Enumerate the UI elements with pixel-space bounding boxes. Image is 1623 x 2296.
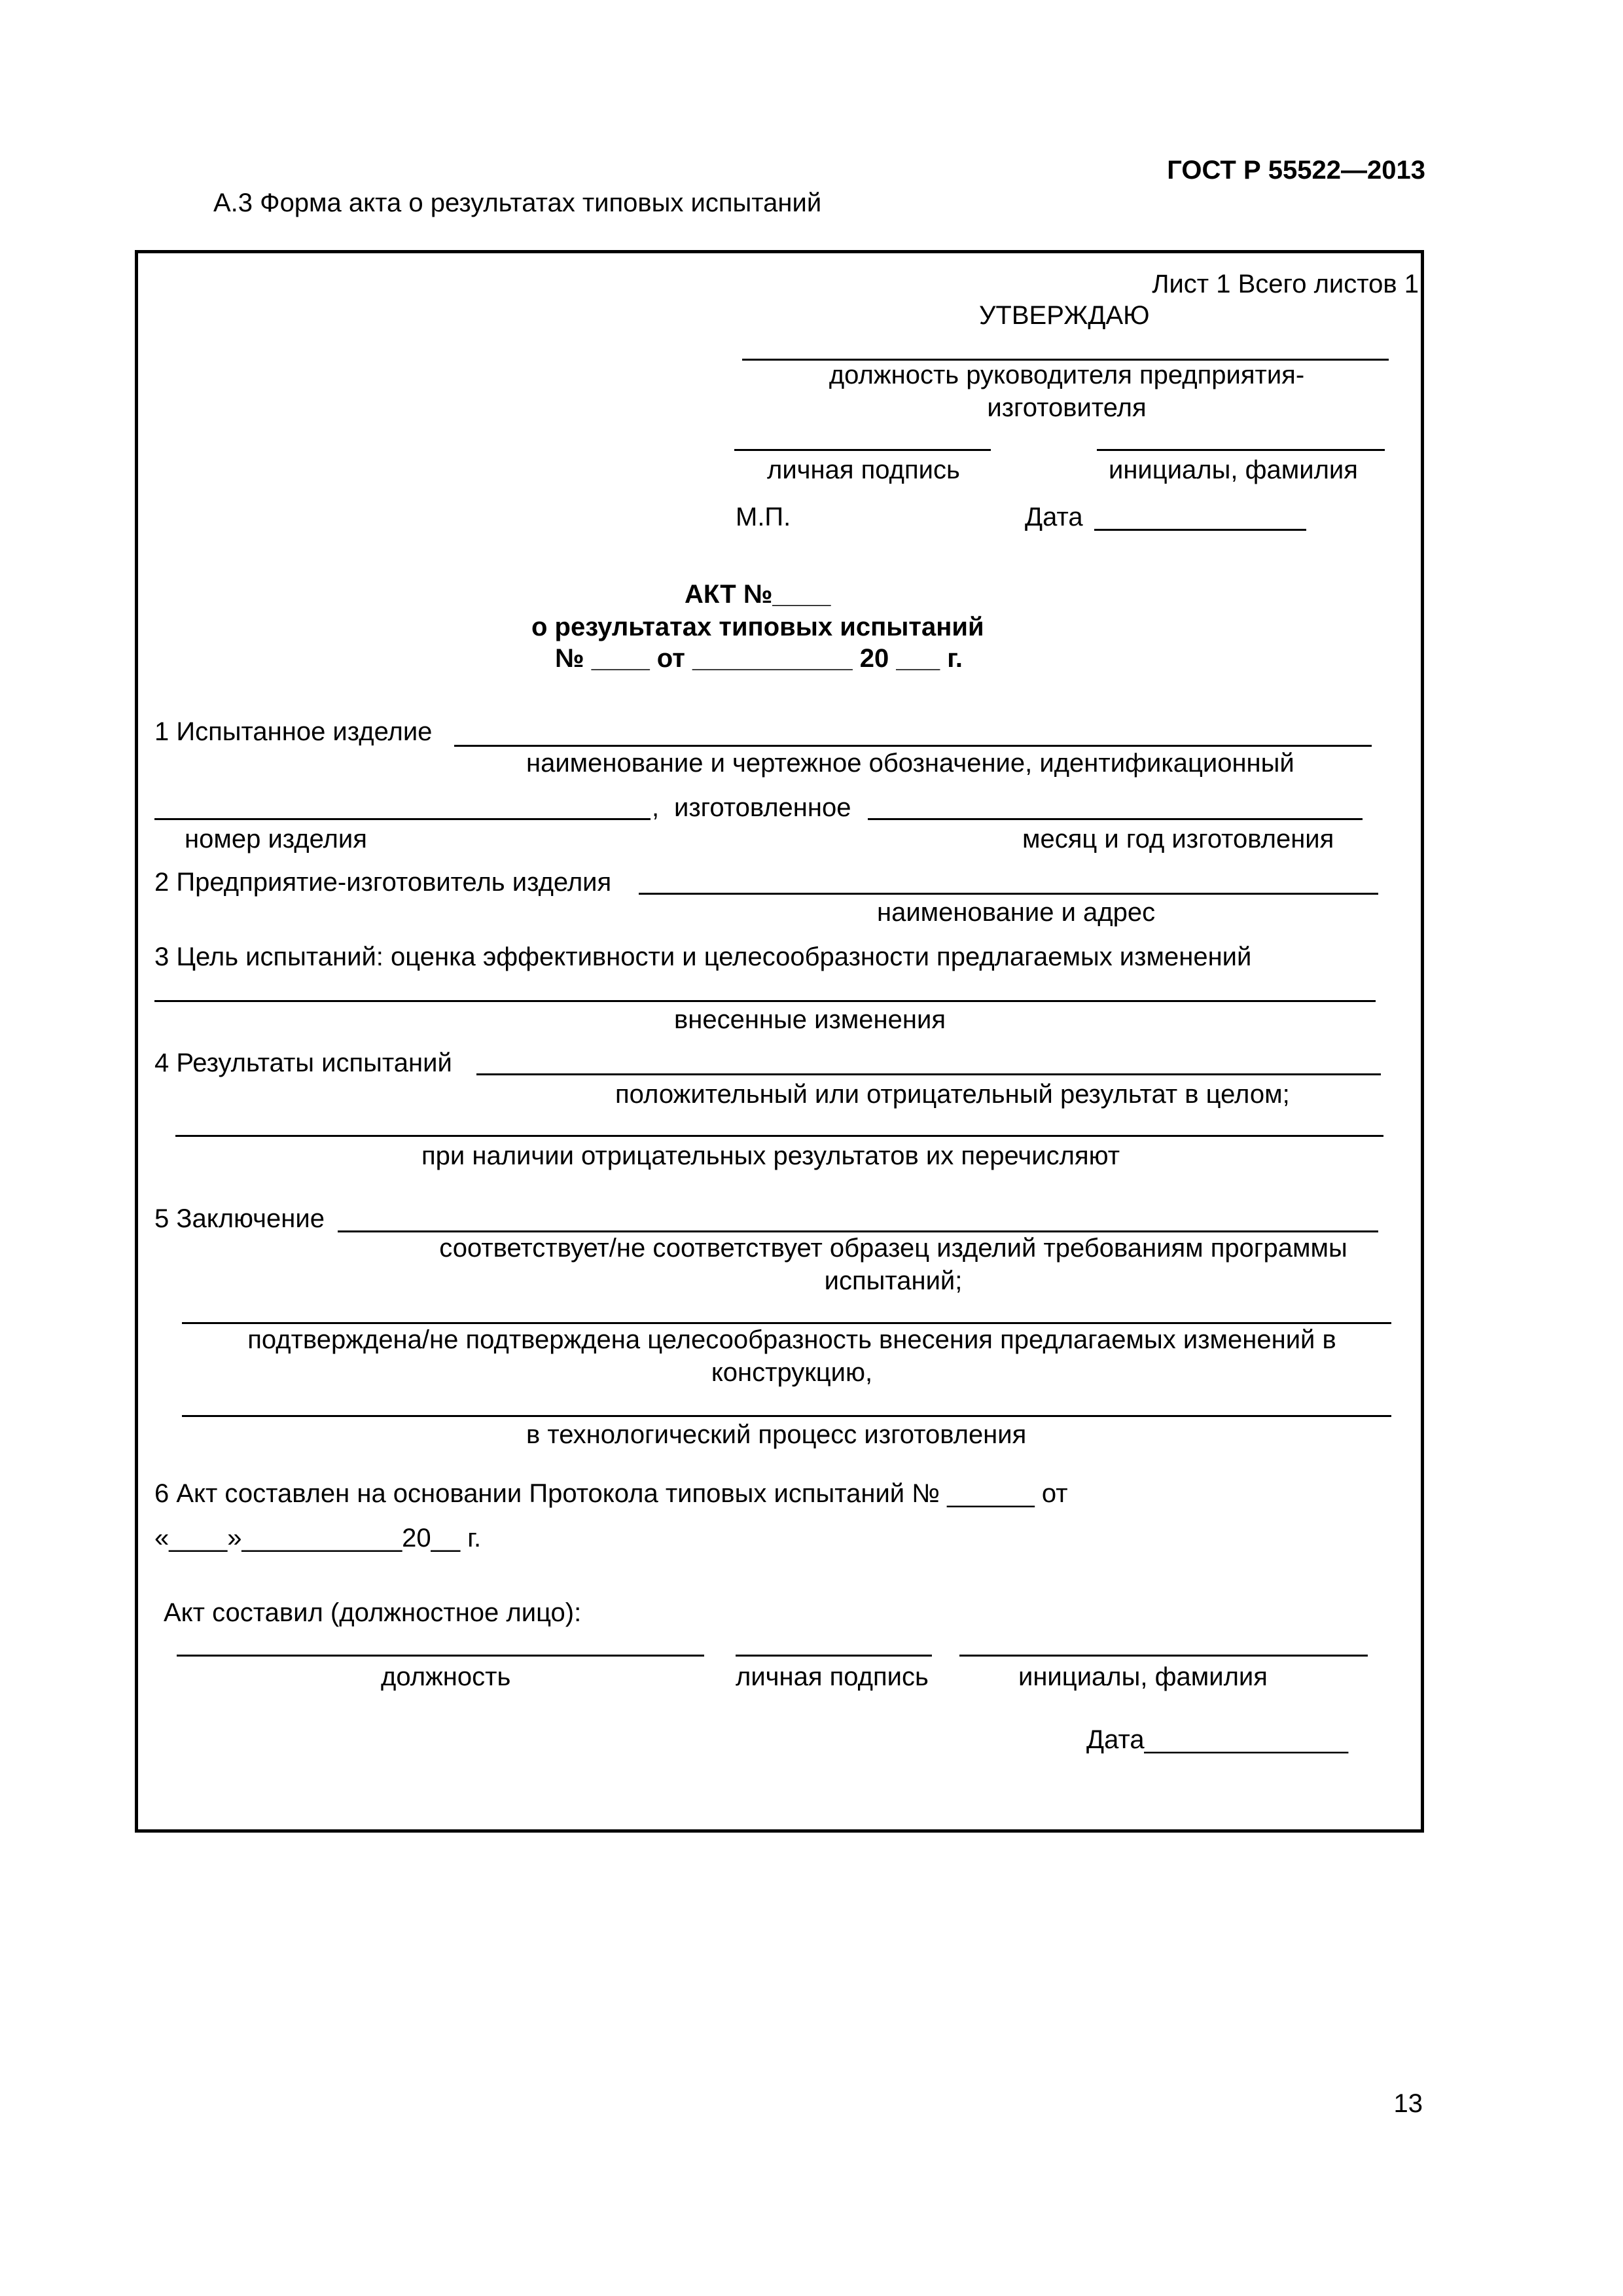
- section-title: А.3 Форма акта о результатах типовых испытаний: [213, 188, 822, 217]
- item5-caption3: в технологический процесс изготовления: [526, 1420, 1027, 1449]
- approval-date-line: [1094, 529, 1306, 531]
- stamp-label: М.П.: [736, 503, 791, 531]
- item1-manufactured-line: [868, 818, 1363, 820]
- item4-label: 4 Результаты испытаний: [154, 1049, 452, 1077]
- item2-line: [639, 893, 1378, 895]
- composer-position-line: [177, 1655, 704, 1657]
- act-number-date: № ____ от ___________ 20 ___ г.: [555, 644, 963, 673]
- item6-line1: 6 Акт составлен на основании Протокола типовых испытаний № ______ от: [154, 1479, 1068, 1508]
- form-frame: [135, 250, 1424, 1833]
- item1-comma: ,: [652, 793, 660, 822]
- approver-signature-caption: личная подпись: [767, 456, 960, 484]
- final-date: Дата______________: [1086, 1725, 1349, 1754]
- item1-manufactured-label: изготовленное: [674, 793, 851, 822]
- composer-signature-caption: личная подпись: [736, 1662, 929, 1691]
- item5-label: 5 Заключение: [154, 1204, 325, 1233]
- item4-caption2: при наличии отрицательных результатов их перечисляют: [421, 1141, 1120, 1170]
- composer-signature-line: [736, 1655, 932, 1657]
- page-number: 13: [1393, 2089, 1423, 2118]
- item3-caption: внесенные изменения: [674, 1005, 946, 1034]
- approver-position-caption: должность руководителя предприятия-изготовителя: [829, 361, 1305, 422]
- item3-label: 3 Цель испытаний: оценка эффективности и целесообразности предлагаемых изменений: [154, 942, 1252, 971]
- item4-caption1: положительный или отрицательный результат в целом;: [615, 1080, 1290, 1109]
- approver-initials-line: [1097, 449, 1385, 451]
- act-subtitle: о результатах типовых испытаний: [531, 613, 984, 641]
- approve-label: УТВЕРЖДАЮ: [979, 301, 1150, 330]
- act-title: АКТ №____: [685, 580, 831, 609]
- item5-caption2: подтверждена/не подтверждена целесообразность внесения предлагаемых изменений в конструкцию,: [247, 1325, 1336, 1387]
- item1-caption: наименование и чертежное обозначение, идентификационный: [526, 749, 1294, 778]
- item4-line1: [476, 1073, 1381, 1075]
- composer-initials-caption: инициалы, фамилия: [1018, 1662, 1268, 1691]
- composed-by-label: Акт составил (должностное лицо):: [164, 1598, 582, 1627]
- item5-line3: [182, 1415, 1391, 1417]
- approval-date-label: Дата: [1025, 503, 1083, 531]
- item2-caption: наименование и адрес: [877, 898, 1156, 927]
- item1-number-caption: номер изделия: [185, 825, 367, 853]
- item2-label: 2 Предприятие-изготовитель изделия: [154, 868, 612, 897]
- standard-number: ГОСТ Р 55522—2013: [1167, 156, 1425, 185]
- sheet-info: Лист 1 Всего листов 1: [1152, 270, 1419, 298]
- item3-line: [154, 1000, 1376, 1002]
- item4-line2: [175, 1135, 1383, 1137]
- approver-initials-caption: инициалы, фамилия: [1109, 456, 1358, 484]
- item1-label: 1 Испытанное изделие: [154, 717, 433, 746]
- composer-initials-line: [959, 1655, 1368, 1657]
- item1-id-line: [154, 818, 651, 820]
- item1-name-line: [454, 745, 1372, 747]
- item5-caption1: соответствует/не соответствует образец изделий требованиям программы испытаний;: [439, 1234, 1347, 1295]
- composer-position-caption: должность: [381, 1662, 511, 1691]
- item6-line2: «____»___________20__ г.: [154, 1524, 482, 1552]
- approver-signature-line: [734, 449, 991, 451]
- item1-date-caption: месяц и год изготовления: [1022, 825, 1334, 853]
